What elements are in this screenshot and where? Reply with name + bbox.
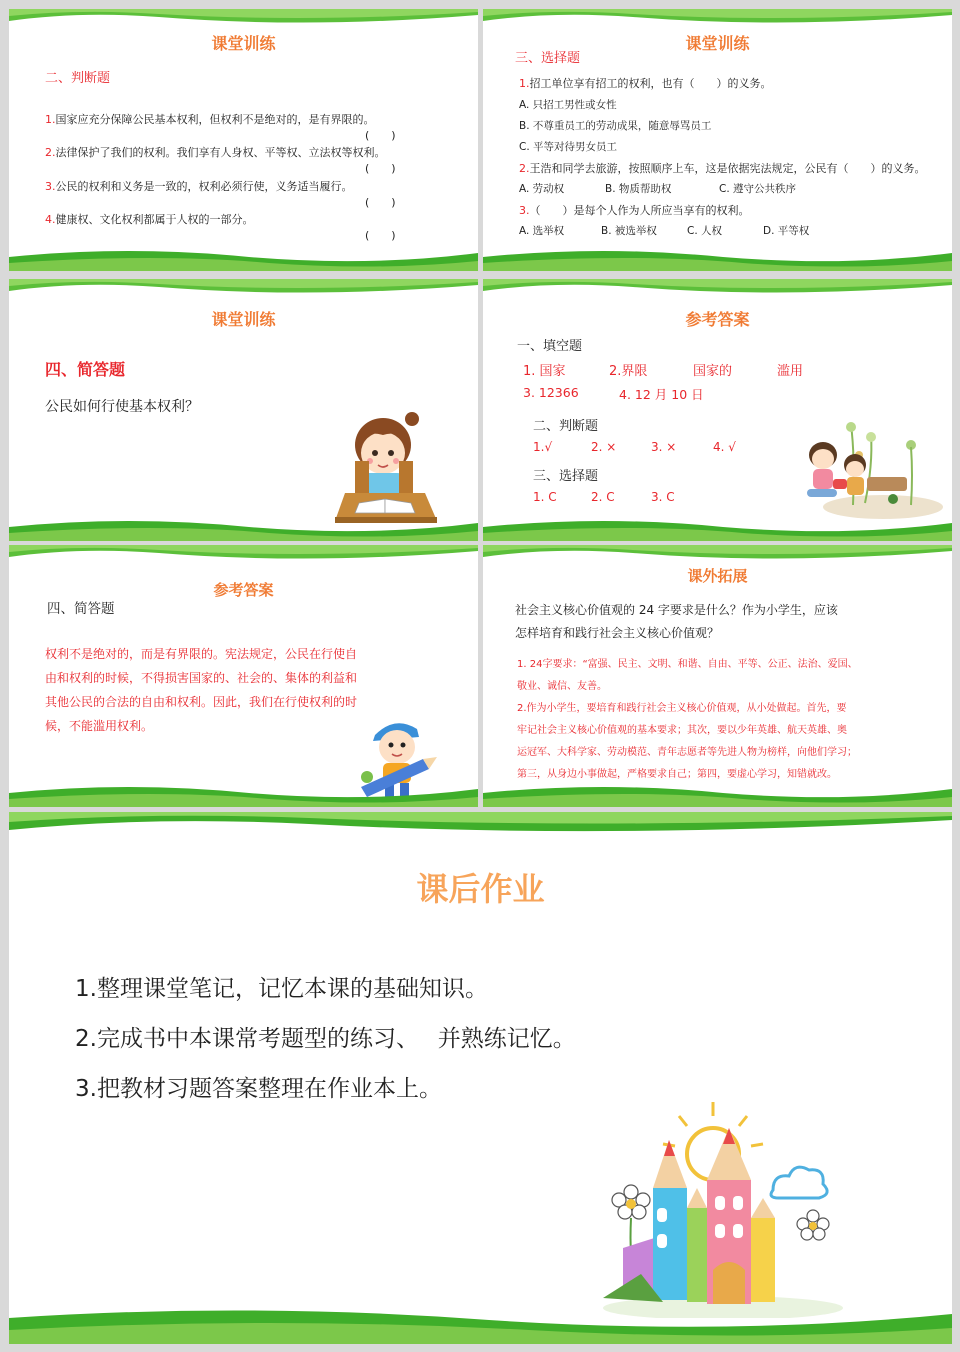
top-wave-decoration <box>483 9 952 31</box>
question-line: 社会主义核心价值观的 24 字要求是什么？作为小学生，应该 <box>515 603 838 617</box>
slide-title: 参考答案 <box>213 581 274 599</box>
q3-option-a: A. 选举权 <box>519 225 565 237</box>
answer-line: 运冠军、大科学家、劳动模范、青年志愿者等先进人物为榜样，向他们学习； <box>517 747 857 758</box>
q3-option-c: C. 人权 <box>687 225 723 237</box>
slide-judgment <box>9 9 478 271</box>
fill-answer-5: 3. 12366 <box>523 385 579 400</box>
choice-answer-3: 3. C <box>651 490 675 504</box>
top-wave-decoration <box>9 9 478 31</box>
slide-choice <box>483 9 952 271</box>
q1-option-a: A. 只招工男性或女性 <box>519 99 617 111</box>
slide-title: 课堂训练 <box>211 34 276 53</box>
slide-title: 参考答案 <box>685 310 750 329</box>
slide-title: 课堂训练 <box>685 34 750 53</box>
q3-option-b: B. 被选举权 <box>601 225 657 237</box>
bottom-wave-decoration <box>9 513 478 541</box>
judge-answer-4: 4. √ <box>713 440 736 454</box>
slide-short-answer <box>9 279 478 541</box>
answer-line: 由和权利的时候，不得损害国家的、社会的、集体的利益和 <box>45 671 358 685</box>
judge-answer-3: 3. × <box>651 440 677 454</box>
homework-item-3: 3.把教材习题答案整理在作业本上。 <box>75 1076 442 1102</box>
q2-option-a: A. 劳动权 <box>519 183 565 195</box>
answer-line: 候，不能滥用权利。 <box>45 719 154 733</box>
slide-title: 课堂训练 <box>211 310 276 329</box>
judge-heading: 二、判断题 <box>533 419 599 434</box>
fill-answer-1: 1. 国家 <box>523 364 566 379</box>
slide-homework <box>9 812 952 1344</box>
judgment-item: 2.法律保护了我们的权利。我们享有人身权、平等权、立法权等权利。 <box>45 146 386 159</box>
question-3: 3.（ ）是每个人作为人所应当享有的权利。 <box>519 204 750 217</box>
fill-answer-2: 2.界限 <box>609 364 648 379</box>
answer-blank: ( ) <box>365 229 396 242</box>
bottom-wave-decoration <box>483 243 952 271</box>
section-heading: 三、选择题 <box>515 51 581 66</box>
choice-heading: 三、选择题 <box>533 469 599 484</box>
judge-answer-1: 1.√ <box>533 440 553 454</box>
pencil-castle-illustration <box>583 1098 843 1318</box>
bottom-wave-decoration <box>9 779 478 807</box>
fill-answer-6: 4. 12 月 10 日 <box>619 387 704 402</box>
homework-item-1: 1.整理课堂笔记，记忆本课的基础知识。 <box>75 976 488 1002</box>
homework-item-2: 2.完成书中本课常考题型的练习、 并熟练记忆。 <box>75 1026 576 1052</box>
q3-option-d: D. 平等权 <box>763 225 810 237</box>
section-heading: 四、简答题 <box>45 360 126 379</box>
bottom-wave-decoration <box>483 779 952 807</box>
answer-line: 其他公民的合法的自由和权利。因此，我们在行使权利的时 <box>45 695 358 709</box>
section-heading: 四、简答题 <box>47 601 115 617</box>
choice-answer-1: 1. C <box>533 490 557 504</box>
kids-gardening-illustration <box>793 415 945 521</box>
question-line: 怎样培育和践行社会主义核心价值观？ <box>515 626 720 640</box>
answer-blank: ( ) <box>365 162 396 175</box>
slide-answers-2 <box>9 545 478 807</box>
answer-line: 2.作为小学生，要培育和践行社会主义核心价值观，从小处做起。首先，要 <box>517 703 847 714</box>
question-text: 公民如何行使基本权利？ <box>45 399 199 415</box>
answer-blank: ( ) <box>365 129 396 142</box>
answer-blank: ( ) <box>365 196 396 209</box>
answer-line: 1. 24字要求：“富强、民主、文明、和谐、自由、平等、公正、法治、爱国、 <box>517 659 858 670</box>
q2-option-b: B. 物质帮助权 <box>605 183 672 195</box>
q1-option-c: C. 平等对待男女员工 <box>519 141 618 153</box>
judgment-item: 3.公民的权利和义务是一致的，权利必须行使，义务适当履行。 <box>45 180 353 193</box>
bottom-wave-decoration <box>9 1304 952 1344</box>
slide-title: 课外拓展 <box>687 567 748 585</box>
question-1: 1.招工单位享有招工的权利，也有（ ）的义务。 <box>519 77 772 90</box>
top-wave-decoration <box>9 279 478 301</box>
question-2: 2.王浩和同学去旅游，按照顺序上车，这是依据宪法规定，公民有（ ）的义务。 <box>519 162 926 175</box>
section-heading: 二、判断题 <box>45 71 111 86</box>
answer-line: 牢记社会主义核心价值观的基本要求；其次，要以少年英雄、航天英雄、奥 <box>517 725 847 736</box>
girl-studying-illustration <box>325 409 443 524</box>
top-wave-decoration <box>483 279 952 301</box>
answer-line: 敬业、诚信、友善。 <box>517 681 607 692</box>
q2-option-c: C. 遵守公共秩序 <box>719 183 797 195</box>
bottom-wave-decoration <box>9 243 478 271</box>
top-wave-decoration <box>9 812 952 840</box>
judge-answer-2: 2. × <box>591 440 617 454</box>
top-wave-decoration <box>483 545 952 567</box>
fill-heading: 一、填空题 <box>517 339 583 354</box>
slide-answers-1 <box>483 279 952 541</box>
choice-answer-2: 2. C <box>591 490 615 504</box>
slide-extension <box>483 545 952 807</box>
fill-answer-4: 滥用 <box>777 364 804 379</box>
top-wave-decoration <box>9 545 478 567</box>
answer-line: 第三，从身边小事做起，严格要求自己；第四，要虚心学习，知错就改。 <box>517 769 837 780</box>
judgment-item: 1.国家应充分保障公民基本权利，但权利不是绝对的，是有界限的。 <box>45 113 375 126</box>
slide-title: 课后作业 <box>416 870 545 908</box>
fill-answer-3: 国家的 <box>693 364 733 379</box>
judgment-item: 4.健康权、文化权利都属于人权的一部分。 <box>45 213 254 226</box>
q1-option-b: B. 不尊重员工的劳动成果，随意辱骂员工 <box>519 120 712 132</box>
answer-line: 权利不是绝对的，而是有界限的。宪法规定，公民在行使自 <box>45 647 358 661</box>
bottom-wave-decoration <box>483 513 952 541</box>
